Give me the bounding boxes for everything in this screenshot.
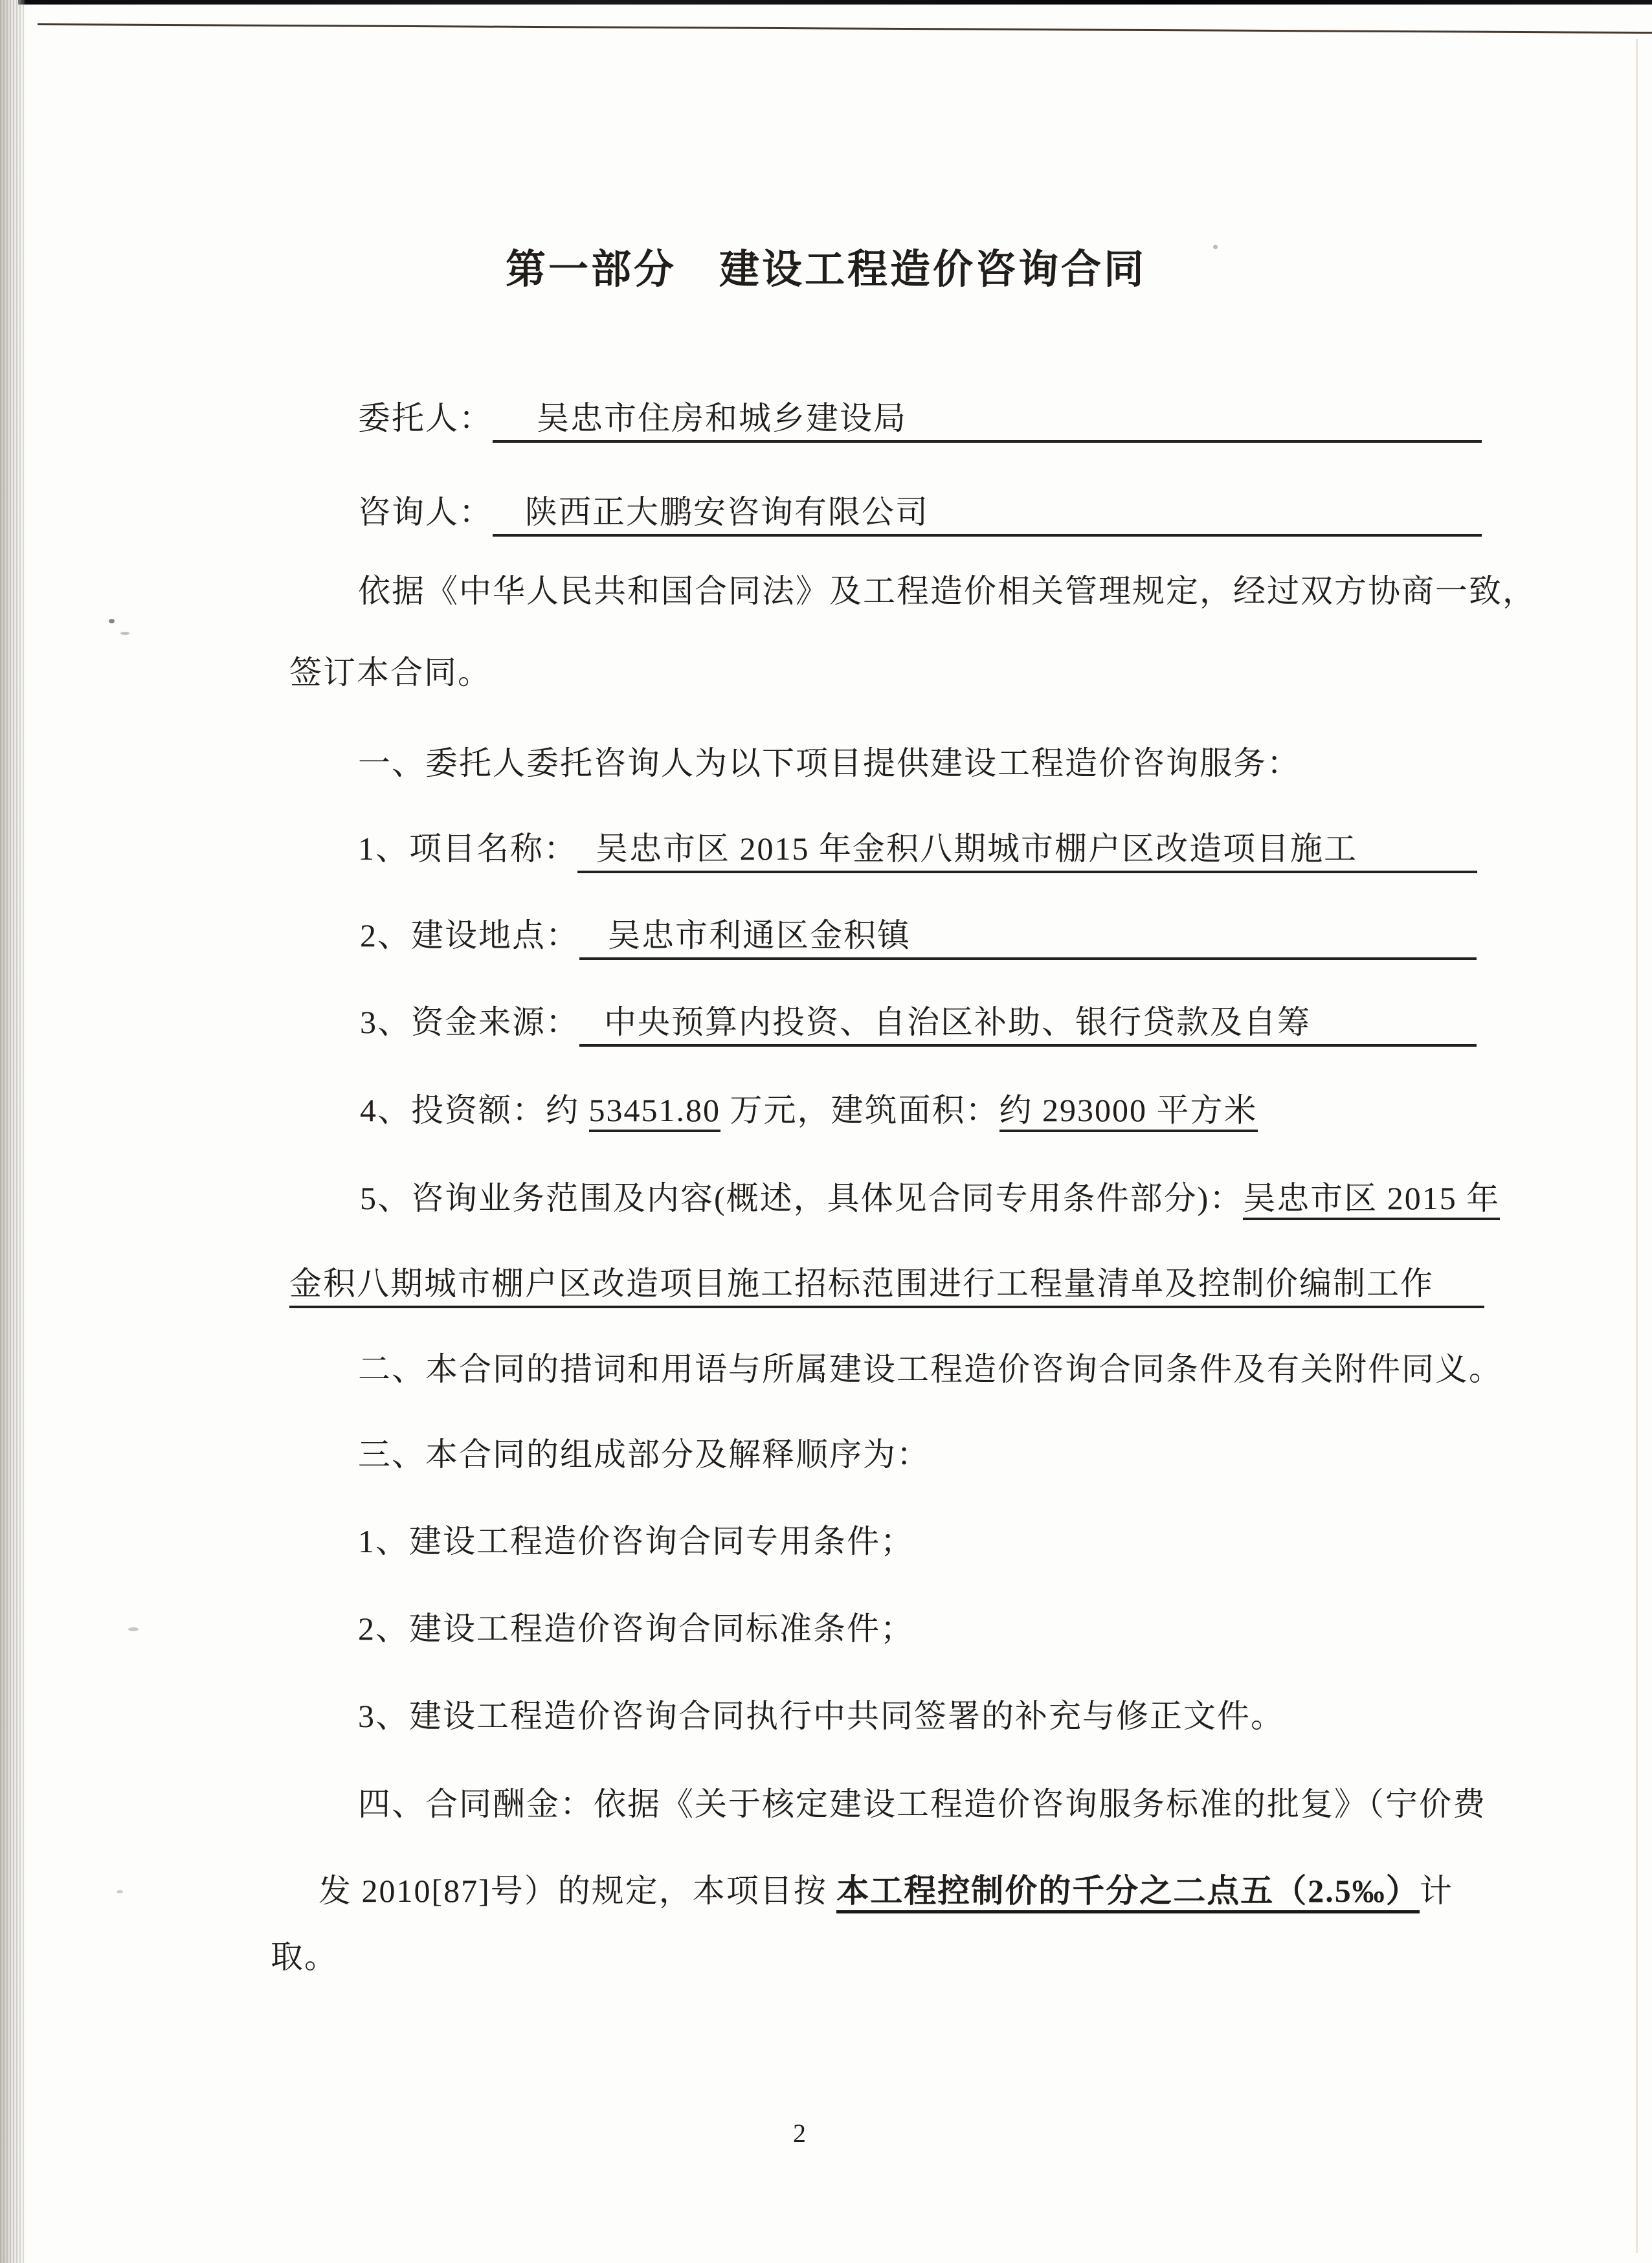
funding-value: 中央预算内投资、自治区补助、银行贷款及自筹 <box>604 1004 1311 1040</box>
scope-value-line2-underline <box>289 1264 1484 1308</box>
client-value: 吴忠市住房和城乡建设局 <box>537 400 907 436</box>
section-one-heading: 一、委托人委托咨询人为以下项目提供建设工程造价咨询服务： <box>358 745 1300 781</box>
scan-speck <box>117 1890 123 1893</box>
scan-right-edge-line <box>1636 39 1638 2253</box>
project-name-underline <box>577 829 1477 873</box>
project-name-row <box>358 829 1477 873</box>
location-value: 吴忠市利通区金积镇 <box>608 917 911 953</box>
client-label: 委托人： <box>358 400 493 436</box>
fee-line-3: 取。 <box>271 1939 338 1975</box>
section-three-item-2: 2、建设工程造价咨询合同标准条件； <box>358 1611 914 1647</box>
location-label: 2、建设地点： <box>360 917 579 953</box>
scope-prefix: 5、咨询业务范围及内容(概述，具体见合同专用条件部分)： <box>360 1180 1244 1216</box>
project-name-value: 吴忠市区 2015 年金积八期城市棚户区改造项目施工 <box>596 831 1357 867</box>
client-row <box>358 398 1482 443</box>
section-three-item-3: 3、建设工程造价咨询合同执行中共同签署的补充与修正文件。 <box>358 1698 1284 1734</box>
location-row <box>360 915 1477 960</box>
location-underline <box>579 915 1477 960</box>
fee-line-2 <box>318 1871 1453 1912</box>
page-title: 第一部分 建设工程造价咨询合同 <box>505 248 1146 292</box>
section-three-item-1: 1、建设工程造价咨询合同专用条件； <box>358 1523 914 1559</box>
scope-value-line2: 金积八期城市棚户区改造项目施工招标范围进行工程量清单及控制价编制工作 <box>289 1265 1434 1302</box>
preamble-line-1: 依据《中华人民共和国合同法》及工程造价相关管理规定，经过双方协商一致， <box>358 573 1536 609</box>
scope-row <box>360 1178 1500 1219</box>
preamble-line-2: 签订本合同。 <box>289 654 491 691</box>
funding-label: 3、资金来源： <box>360 1004 579 1040</box>
funding-row <box>360 1002 1477 1047</box>
fee-line-1: 四、合同酬金：依据《关于核定建设工程造价咨询服务标准的批复》（宁价费 <box>358 1786 1486 1822</box>
section-two-text: 二、本合同的措词和用语与所属建设工程造价咨询合同条件及有关附件同义。 <box>358 1351 1502 1387</box>
investment-amount: 53451.80 <box>589 1092 721 1132</box>
scan-speck <box>109 619 115 623</box>
consultant-value-underline <box>493 492 1482 537</box>
investment-middle: 万元，建筑面积： <box>720 1092 999 1128</box>
scan-left-edge-shadow <box>0 0 26 2263</box>
scope-row-continuation <box>289 1264 1484 1308</box>
investment-prefix: 4、投资额：约 <box>360 1092 589 1128</box>
investment-row <box>360 1090 1258 1131</box>
consultant-label: 咨询人： <box>358 494 493 530</box>
page-number: 2 <box>793 2119 806 2148</box>
scan-paper-edge-line <box>38 23 1652 34</box>
consultant-row <box>358 492 1482 537</box>
section-three-heading: 三、本合同的组成部分及解释顺序为： <box>358 1436 930 1473</box>
client-value-underline <box>493 398 1482 443</box>
fee-line-2-suffix: 计 <box>1419 1873 1453 1909</box>
fee-rate: 本工程控制价的千分之二点五（2.5‰） <box>836 1873 1420 1913</box>
scan-top-edge-artifact <box>18 0 1652 5</box>
building-area: 约 293000 平方米 <box>999 1092 1258 1132</box>
scan-speck <box>120 632 129 635</box>
fee-line-2-prefix: 发 2010[87]号）的规定，本项目按 <box>318 1873 837 1909</box>
project-name-label: 1、项目名称： <box>358 831 577 867</box>
scan-speck <box>128 1627 139 1631</box>
funding-underline <box>579 1002 1477 1047</box>
consultant-value: 陕西正大鹏安咨询有限公司 <box>525 494 929 530</box>
scope-value-line1: 吴忠市区 2015 年 <box>1243 1180 1500 1220</box>
